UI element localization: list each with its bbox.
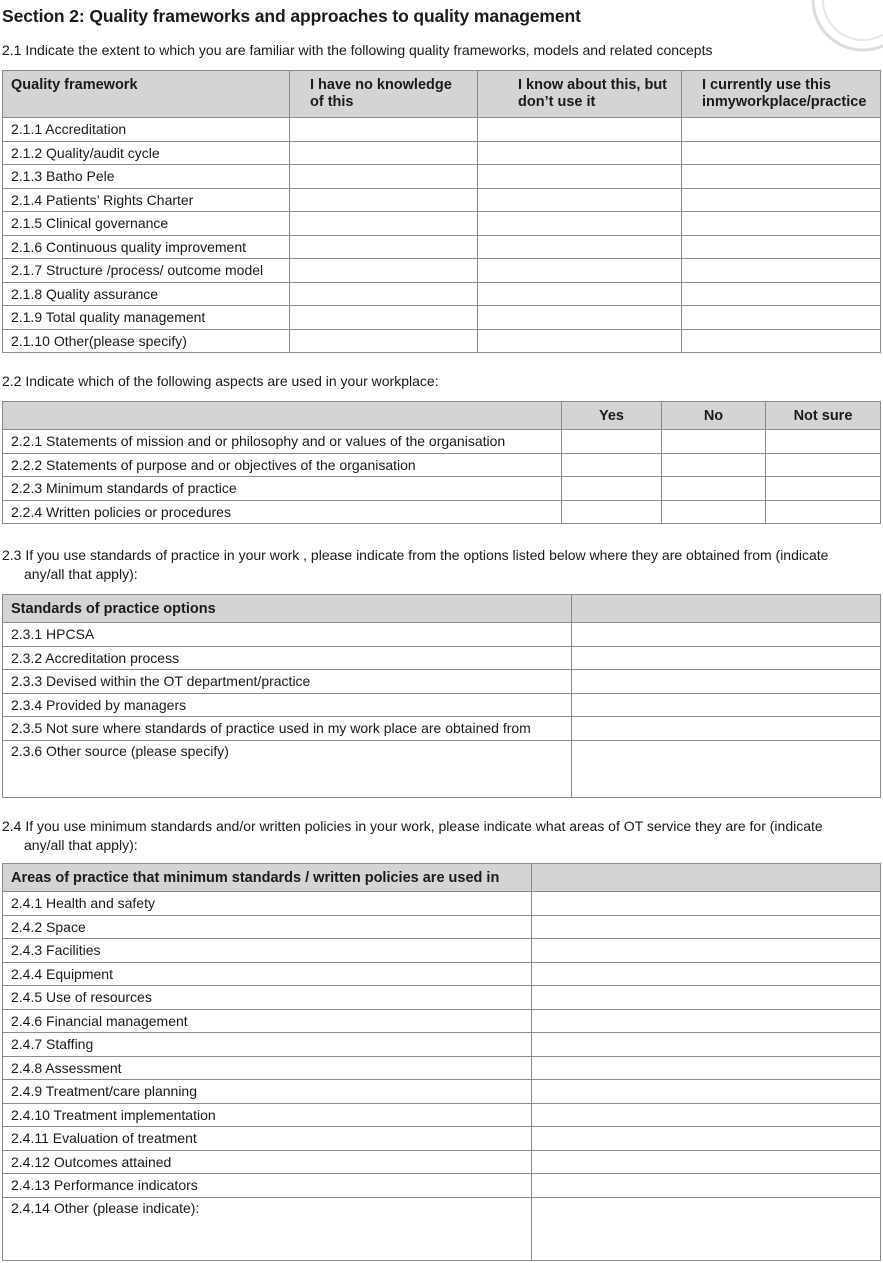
answer-cell-no[interactable] (662, 500, 766, 524)
prompt-line: 2.3 If you use standards of practice in your work , please indicate from the options listed below where they are obtained from (indicate (2, 547, 829, 563)
table-row (3, 986, 881, 1010)
row-label: 2.4.11 Evaluation of treatment (3, 1127, 532, 1151)
prompt-line: 2.4 If you use minimum standards and/or written policies in your work, please indicate what areas of OT service they are for (indicate (2, 818, 823, 834)
row-label: 2.3.1 HPCSA (3, 623, 572, 647)
answer-cell-not-sure[interactable] (766, 430, 881, 454)
column-header (3, 402, 562, 430)
answer-cell-currently-use[interactable] (682, 165, 881, 189)
row-label: 2.3.6 Other source (please specify) (3, 740, 572, 797)
column-header-not-sure: Not sure (766, 402, 881, 430)
answer-cell-no-knowledge[interactable] (290, 141, 478, 165)
table-row (3, 212, 881, 236)
row-label: 2.4.7 Staffing (3, 1033, 532, 1057)
answer-cell-currently-use[interactable] (682, 188, 881, 212)
answer-cell-no-knowledge[interactable] (290, 235, 478, 259)
row-label: 2.4.6 Financial management (3, 1009, 532, 1033)
answer-cell-no-knowledge[interactable] (290, 212, 478, 236)
answer-cell-no-knowledge[interactable] (290, 282, 478, 306)
column-header-no: No (662, 402, 766, 430)
table-row (3, 1080, 881, 1104)
answer-cell-know-not-use[interactable] (478, 329, 682, 353)
practice-areas-table (2, 863, 881, 1261)
answer-cell[interactable] (572, 670, 881, 694)
decorative-arc-icon (803, 0, 883, 60)
table-row (3, 646, 881, 670)
row-label: 2.4.2 Space (3, 915, 532, 939)
question-2-4-prompt (2, 817, 823, 855)
answer-cell-no-knowledge[interactable] (290, 188, 478, 212)
answer-cell-know-not-use[interactable] (478, 282, 682, 306)
question-2-2-prompt: 2.2 Indicate which of the following aspects are used in your workplace: (2, 373, 439, 389)
answer-cell-other-indicate[interactable] (532, 1197, 881, 1260)
answer-cell-know-not-use[interactable] (478, 118, 682, 142)
answer-cell-know-not-use[interactable] (478, 188, 682, 212)
table-row (3, 1009, 881, 1033)
answer-cell[interactable] (532, 1127, 881, 1151)
answer-cell[interactable] (532, 915, 881, 939)
row-label: 2.1.6 Continuous quality improvement (3, 235, 290, 259)
answer-cell-currently-use[interactable] (682, 118, 881, 142)
row-label: 2.3.2 Accreditation process (3, 646, 572, 670)
answer-cell-no[interactable] (662, 453, 766, 477)
answer-cell[interactable] (532, 1080, 881, 1104)
table-row (3, 259, 881, 283)
prompt-line: any/all that apply): (24, 566, 138, 582)
row-label: 2.4.4 Equipment (3, 962, 532, 986)
answer-cell-no-knowledge[interactable] (290, 118, 478, 142)
row-label: 2.2.4 Written policies or procedures (3, 500, 562, 524)
answer-cell[interactable] (532, 962, 881, 986)
table-row (3, 188, 881, 212)
table-row (3, 1056, 881, 1080)
answer-cell-not-sure[interactable] (766, 500, 881, 524)
table-row (3, 165, 881, 189)
row-label: 2.2.1 Statements of mission and or philosophy and or values of the organisation (3, 430, 562, 454)
column-header-yes: Yes (562, 402, 662, 430)
column-header (572, 595, 881, 623)
row-label: 2.1.1 Accreditation (3, 118, 290, 142)
table-row (3, 1033, 881, 1057)
workplace-aspects-table (2, 401, 881, 524)
answer-cell-not-sure[interactable] (766, 477, 881, 501)
answer-cell-know-not-use[interactable] (478, 235, 682, 259)
row-label: 2.4.14 Other (please indicate): (3, 1197, 532, 1260)
answer-cell[interactable] (572, 717, 881, 741)
column-header: Quality framework (3, 71, 290, 118)
row-label: 2.3.5 Not sure where standards of practice used in my work place are obtained from (3, 717, 572, 741)
question-2-3-prompt (2, 546, 828, 584)
row-label: 2.4.1 Health and safety (3, 892, 532, 916)
answer-cell-other-specify[interactable] (572, 740, 881, 797)
row-label: 2.2.2 Statements of purpose and or objectives of the organisation (3, 453, 562, 477)
row-label: 2.1.5 Clinical governance (3, 212, 290, 236)
table-row (3, 235, 881, 259)
answer-cell-no-knowledge[interactable] (290, 259, 478, 283)
answer-cell-know-not-use[interactable] (478, 141, 682, 165)
answer-cell[interactable] (572, 693, 881, 717)
table-row (3, 306, 881, 330)
answer-cell-know-not-use[interactable] (478, 212, 682, 236)
table-row (3, 282, 881, 306)
table-row (3, 623, 881, 647)
column-header (532, 864, 881, 892)
table-row (3, 1197, 881, 1260)
answer-cell[interactable] (532, 1174, 881, 1198)
table-row (3, 717, 881, 741)
row-label: 2.4.9 Treatment/care planning (3, 1080, 532, 1104)
answer-cell[interactable] (532, 1150, 881, 1174)
table-row (3, 1150, 881, 1174)
row-label: 2.1.8 Quality assurance (3, 282, 290, 306)
column-header: I currently use this inmyworkplace/practice (682, 71, 881, 118)
answer-cell-no[interactable] (662, 477, 766, 501)
table-row (3, 329, 881, 353)
row-label: 2.1.2 Quality/audit cycle (3, 141, 290, 165)
table-row (3, 453, 881, 477)
answer-cell-know-not-use[interactable] (478, 165, 682, 189)
column-header: Areas of practice that minimum standards / written policies are used in (3, 864, 532, 892)
table-row (3, 740, 881, 797)
row-label: 2.3.3 Devised within the OT department/practice (3, 670, 572, 694)
answer-cell[interactable] (532, 1033, 881, 1057)
answer-cell-not-sure[interactable] (766, 453, 881, 477)
answer-cell[interactable] (532, 1056, 881, 1080)
table-header-row (3, 595, 881, 623)
table-row (3, 1127, 881, 1151)
answer-cell[interactable] (532, 939, 881, 963)
table-row (3, 1174, 881, 1198)
row-label: 2.4.13 Performance indicators (3, 1174, 532, 1198)
table-row (3, 939, 881, 963)
answer-cell-currently-use[interactable] (682, 235, 881, 259)
row-label: 2.4.10 Treatment implementation (3, 1103, 532, 1127)
row-label: 2.1.4 Patients’ Rights Charter (3, 188, 290, 212)
table-row (3, 118, 881, 142)
answer-cell[interactable] (572, 623, 881, 647)
table-row (3, 670, 881, 694)
table-header-row (3, 864, 881, 892)
column-header: I have no knowledge of this (290, 71, 478, 118)
table-row (3, 1103, 881, 1127)
answer-cell[interactable] (532, 892, 881, 916)
table-row (3, 892, 881, 916)
answer-cell-yes[interactable] (562, 477, 662, 501)
row-label: 2.4.5 Use of resources (3, 986, 532, 1010)
answer-cell-no-knowledge[interactable] (290, 165, 478, 189)
answer-cell-currently-use[interactable] (682, 259, 881, 283)
standards-options-table (2, 594, 881, 798)
row-label: 2.4.8 Assessment (3, 1056, 532, 1080)
table-row (3, 693, 881, 717)
answer-cell-currently-use[interactable] (682, 212, 881, 236)
table-row (3, 141, 881, 165)
answer-cell-no-knowledge[interactable] (290, 329, 478, 353)
row-label: 2.1.9 Total quality management (3, 306, 290, 330)
answer-cell-no-knowledge[interactable] (290, 306, 478, 330)
row-label: 2.1.10 Other(please specify) (3, 329, 290, 353)
answer-cell-know-not-use[interactable] (478, 306, 682, 330)
table-row (3, 500, 881, 524)
answer-cell[interactable] (572, 646, 881, 670)
answer-cell[interactable] (532, 1009, 881, 1033)
table-header-row (3, 402, 881, 430)
answer-cell[interactable] (532, 986, 881, 1010)
answer-cell-currently-use[interactable] (682, 306, 881, 330)
table-row (3, 477, 881, 501)
table-header-row (3, 71, 881, 118)
answer-cell-yes[interactable] (562, 500, 662, 524)
answer-cell-currently-use[interactable] (682, 329, 881, 353)
row-label: 2.4.3 Facilities (3, 939, 532, 963)
answer-cell[interactable] (532, 1103, 881, 1127)
quality-framework-table (2, 70, 881, 353)
row-label: 2.4.12 Outcomes attained (3, 1150, 532, 1174)
answer-cell-yes[interactable] (562, 453, 662, 477)
row-label: 2.1.7 Structure /process/ outcome model (3, 259, 290, 283)
row-label: 2.2.3 Minimum standards of practice (3, 477, 562, 501)
table-row (3, 430, 881, 454)
row-label: 2.3.4 Provided by managers (3, 693, 572, 717)
question-2-1-prompt: 2.1 Indicate the extent to which you are familiar with the following quality frameworks, models and related concepts (2, 42, 713, 58)
table-row (3, 915, 881, 939)
prompt-line: any/all that apply): (24, 837, 138, 853)
row-label: 2.1.3 Batho Pele (3, 165, 290, 189)
answer-cell-yes[interactable] (562, 430, 662, 454)
table-row (3, 962, 881, 986)
answer-cell-currently-use[interactable] (682, 282, 881, 306)
answer-cell-no[interactable] (662, 430, 766, 454)
column-header: I know about this, but don’t use it (478, 71, 682, 118)
column-header: Standards of practice options (3, 595, 572, 623)
answer-cell-currently-use[interactable] (682, 141, 881, 165)
answer-cell-know-not-use[interactable] (478, 259, 682, 283)
section-title: Section 2: Quality frameworks and approaches to quality management (2, 6, 581, 26)
